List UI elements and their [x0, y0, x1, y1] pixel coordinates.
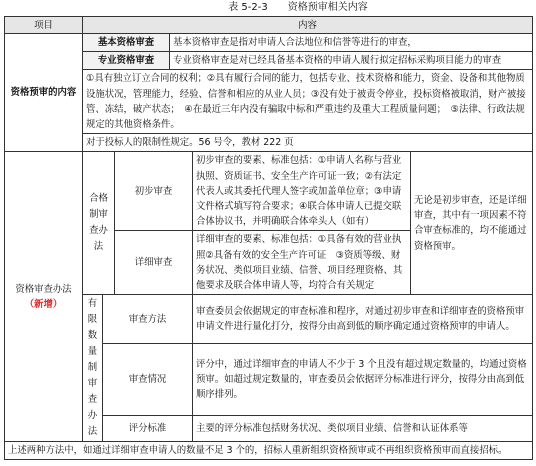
review-method-text: 审查委员会依据规定的审查标准和程序，对通过初步审查和详细审查的资格预审申请文件进行量化打分，按得分由高到低的顺序确定通过资格预审的申请人。: [193, 295, 533, 344]
new-tag: （新增）: [24, 298, 63, 310]
pro-qual-text: 专业资格审查是对已经具备基本资格的申请人履行拟定招标采购项目能力的审查: [170, 52, 533, 70]
footer-row: [5, 442, 533, 460]
scoring-text: 主要的评分标准包括财务状况、类似项目业绩、信誉和认证体系等: [193, 415, 533, 442]
pass-result-text: 无论是初步审查，还是详细审查，其中有一项因素不符合审查标准的，均不能通过资格预审。: [411, 152, 533, 295]
method-label-cell: [5, 152, 83, 442]
detail-review-text: 详细审查的要素、标准包括：①具备有效的营业执照②具备有效的安全生产许可证 ③资质等级、财务状况、类似项目业绩、信誉、项目经理资格、其他要求及联合体申请人等，均符合有关规定: [193, 231, 411, 295]
qual-label: 资格预审的内容: [10, 87, 77, 99]
pro-qual-title: 专业资格审查: [83, 52, 170, 70]
pass-method-label: 合格制审查办法: [83, 152, 115, 295]
initial-review-row: [5, 152, 533, 231]
table-caption: 表 5-2-3 资格预审相关内容: [228, 2, 368, 13]
review-situation-label: 审查情况: [103, 344, 193, 415]
header-item: 项目: [5, 17, 83, 34]
basic-qual-title: 基本资格审查: [83, 34, 170, 52]
qualification-table: [4, 16, 533, 460]
pro-qual-row: [5, 52, 533, 70]
header-content: 内容: [83, 17, 533, 34]
basic-qual-row: [5, 34, 533, 52]
qual-conditions: ①具有独立订立合同的权利；②具有履行合同的能力，包括专业、技术资格和能力，资金、设备和其他物质设施状况，管理能力，经验、信誉和相应的从业人员；③没有处于被责令停业，投标资格被取消，财产被接管、冻结，破产状态； ④在最近三年内没有骗取中标和严重违约及重大工程质量问题； ⑤法律、行政法规规定的其他资格条件。: [83, 70, 533, 134]
basic-qual-text: 基本资格审查是指对申请人合法地位和信誉等进行的审查，: [170, 34, 533, 52]
limited-method-label: 有限数量制审查办法: [83, 295, 103, 442]
limited-method-row: [5, 295, 533, 344]
qual-label-cell: [5, 34, 83, 152]
qual-note: 对于投标人的限制性规定。56 号令，教材 222 页: [83, 134, 533, 152]
header-row: [5, 17, 533, 34]
scoring-label: 评分标准: [103, 415, 193, 442]
detail-review-label: 详细审查: [115, 231, 193, 295]
review-method-label: 审查方法: [103, 295, 193, 344]
footer-note: 上述两种方法中，如通过详细审查申请人的数量不足 3 个的，招标人重新组织资格预审或不再组织资格预审而直接招标。: [5, 442, 533, 460]
conditions-row: [5, 70, 533, 134]
note-row: [5, 134, 533, 152]
initial-review-text: 初步审查的要素、标准包括：①申请人名称与营业执照、资质证书、安全生产许可证一致；②有法定代表人或其委托代理人签字或加盖单位章；③申请文件格式填写符合要求；④联合体申请人已提交联合体协议书，并明确联合体牵头人（如有）: [193, 152, 411, 231]
review-situation-text: 评分中，通过详细审查的申请人不少于 3 个且没有超过规定数量的，均通过资格预审。如超过规定数量的，审查委员会依据评分标准进行评分，按得分由高到低顺序排列。: [193, 344, 533, 415]
method-label: 资格审查办法: [15, 283, 72, 295]
initial-review-label: 初步审查: [115, 152, 193, 231]
